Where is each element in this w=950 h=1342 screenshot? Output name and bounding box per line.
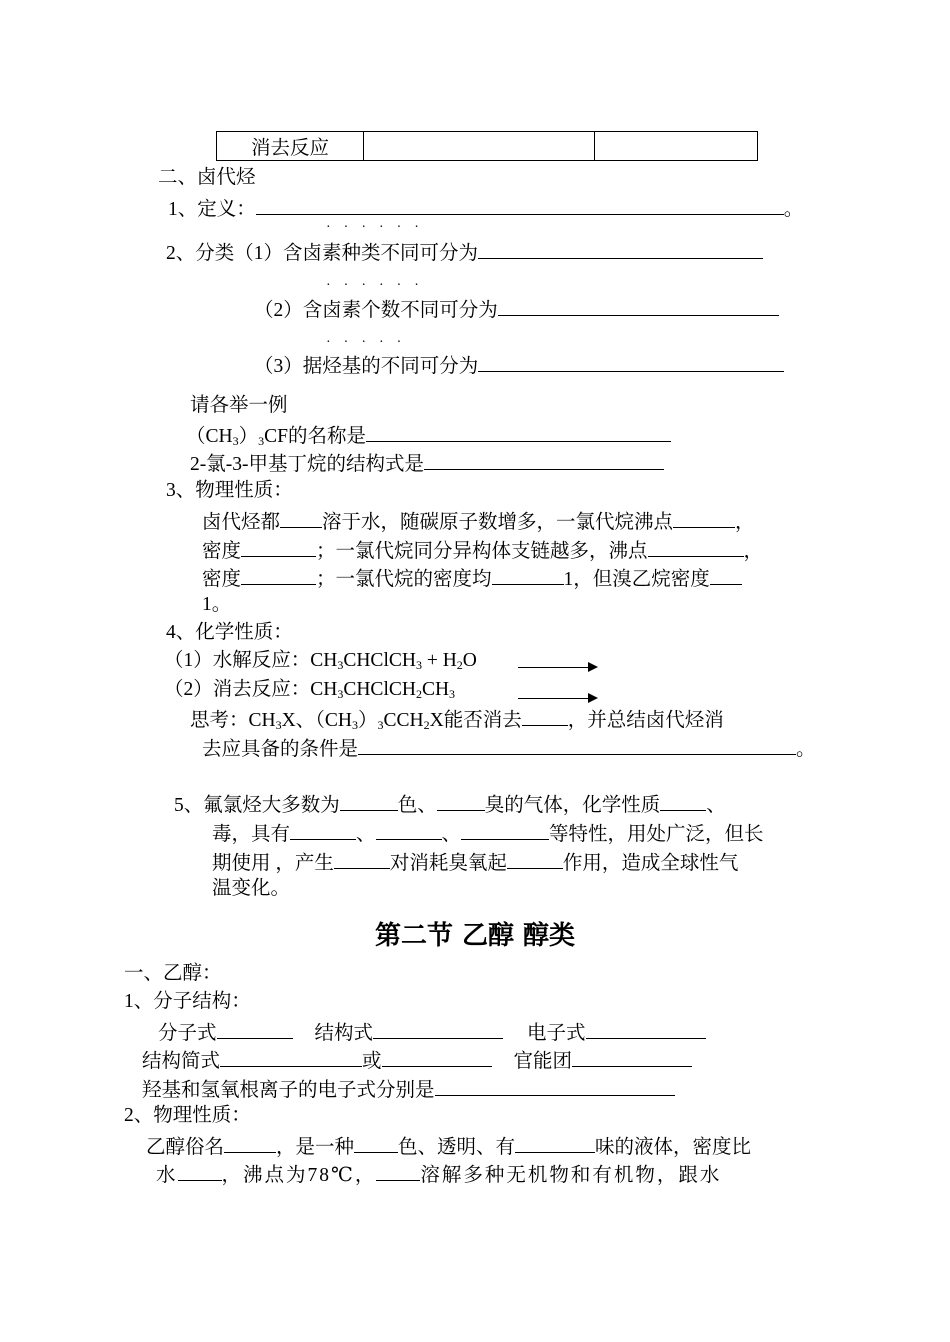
text: + H xyxy=(421,650,457,671)
text: 期使用 ，产生 xyxy=(212,853,334,874)
subscript: 2 xyxy=(423,718,430,732)
blank xyxy=(256,195,784,215)
classification-label: 2、分类（1）含卤素种类不同可分为 xyxy=(166,243,479,264)
blank xyxy=(376,1161,420,1181)
blank xyxy=(492,565,564,585)
blank xyxy=(241,565,316,585)
chemical-properties-label: 4、化学性质： xyxy=(166,622,293,643)
text: 卤代烃都 xyxy=(202,512,281,533)
text: 色、透明、有 xyxy=(398,1137,516,1158)
text: 思考：CH xyxy=(190,710,276,731)
text: （2）消去反应：CH xyxy=(164,679,338,700)
blank xyxy=(366,422,671,442)
subscript: 3 xyxy=(275,718,282,732)
physical-line-2 xyxy=(202,537,763,564)
freon-line-2 xyxy=(212,820,764,847)
text: （CH xyxy=(186,426,233,447)
table-cell-empty xyxy=(595,132,758,161)
section-heading: 二、卤代烃 xyxy=(158,167,256,188)
blank xyxy=(478,352,784,372)
reaction-arrow xyxy=(518,698,596,699)
table-row xyxy=(217,132,758,161)
structure-line-1 xyxy=(158,1019,706,1046)
structure-label: 1、分子结构： xyxy=(124,991,251,1012)
blank xyxy=(522,706,568,726)
text: CHClCH xyxy=(343,650,416,671)
text: 溶于水，随碳原子数增多，一氯代烷沸点 xyxy=(322,512,674,533)
blank xyxy=(424,450,664,470)
blank xyxy=(224,1133,276,1153)
definition-line xyxy=(168,195,803,222)
classification-line-3 xyxy=(254,352,784,379)
blank xyxy=(340,791,398,811)
text: 臭的气体，化学性质 xyxy=(484,795,661,816)
text: X能否消去 xyxy=(429,710,522,731)
freon-line-3 xyxy=(212,849,738,876)
period: 。 xyxy=(783,199,804,220)
section-heading: 一、乙醇： xyxy=(124,963,222,984)
blank xyxy=(376,820,442,840)
blank xyxy=(673,508,735,528)
text: ；一氯代烷的密度均 xyxy=(316,569,492,590)
subscript: 3 xyxy=(449,687,456,701)
subscript: 3 xyxy=(352,718,359,732)
text: 、 xyxy=(706,795,726,816)
text: ，沸点为78℃， xyxy=(221,1165,377,1186)
structure-line-2 xyxy=(142,1047,692,1074)
think-line-1 xyxy=(190,706,724,733)
blank xyxy=(660,791,706,811)
section-title: 第二节 乙醇 醇类 xyxy=(374,921,576,951)
blank xyxy=(382,1047,492,1067)
blank xyxy=(178,1161,222,1181)
physical-properties-label: 3、物理性质： xyxy=(166,480,293,501)
definition-label: 1、定义： xyxy=(168,199,256,220)
text: ，是一种 xyxy=(276,1137,355,1158)
text: 色、 xyxy=(397,795,437,816)
blank xyxy=(354,1133,398,1153)
ethanol-physical-line-1 xyxy=(146,1133,751,1160)
blank xyxy=(586,1019,706,1039)
text: CCH xyxy=(383,710,424,731)
text: 密度 xyxy=(202,541,242,562)
text: 毒，具有 xyxy=(212,824,291,845)
text: ；一氯代烷同分异构体支链越多，沸点 xyxy=(316,541,648,562)
text: ， xyxy=(735,512,755,533)
text: 结构式 xyxy=(314,1023,374,1044)
table-cell-empty xyxy=(364,132,595,161)
ethanol-physical-line-2 xyxy=(156,1161,721,1188)
text: 电子式 xyxy=(527,1023,586,1044)
blank xyxy=(710,565,742,585)
physical-line-3 xyxy=(202,565,742,592)
blank xyxy=(498,296,779,316)
text: ，并总结卤代烃消 xyxy=(567,710,724,731)
blank xyxy=(334,849,390,869)
emphasis-dots: ······ xyxy=(326,220,432,235)
hydroxyl-line xyxy=(142,1076,675,1103)
text: X、（CH xyxy=(281,710,353,731)
text: 溶解多种无机物和有机物，跟水 xyxy=(420,1165,722,1186)
reaction-table xyxy=(216,131,758,161)
text: 乙醇俗名 xyxy=(146,1137,225,1158)
emphasis-dots: ····· xyxy=(326,335,415,350)
blank xyxy=(437,791,485,811)
blank xyxy=(572,1047,692,1067)
text: 、 xyxy=(441,824,462,845)
subscript: 3 xyxy=(258,434,265,448)
physical-line-4: 1。 xyxy=(202,594,232,615)
blank xyxy=(280,508,322,528)
text: （1）水解反应：CH xyxy=(164,650,338,671)
text: 分子式 xyxy=(158,1023,217,1044)
blank xyxy=(478,239,763,259)
text: 味的液体，密度比 xyxy=(595,1137,752,1158)
subscript: 3 xyxy=(337,687,344,701)
physical-line-1 xyxy=(202,508,755,535)
text: ） xyxy=(358,710,378,731)
blank xyxy=(290,820,356,840)
freon-line-4: 温变化。 xyxy=(212,878,291,899)
text: ） xyxy=(238,426,259,447)
text: O xyxy=(462,650,477,671)
emphasis-dots: ······ xyxy=(326,278,432,293)
blank xyxy=(461,820,549,840)
example-1 xyxy=(186,422,671,449)
subscript: 3 xyxy=(232,434,239,448)
classification-line-2 xyxy=(254,296,779,323)
reaction-2 xyxy=(164,678,455,702)
blank xyxy=(220,1047,362,1067)
text: 羟基和氢氧根离子的电子式分别是 xyxy=(142,1080,435,1101)
classification-label: （3）据烃基的不同可分为 xyxy=(254,356,479,377)
table-cell-label: 消去反应 xyxy=(217,132,364,161)
text: ， xyxy=(743,541,764,562)
text: 去应具备的条件是 xyxy=(202,739,359,760)
text: CHClCH xyxy=(343,679,416,700)
text: 或 xyxy=(362,1051,382,1072)
blank xyxy=(358,735,796,755)
text: 5、氟氯烃大多数为 xyxy=(174,795,340,816)
think-line-2 xyxy=(202,735,816,762)
blank xyxy=(241,537,316,557)
text: 对消耗臭氧起 xyxy=(389,853,507,874)
subscript: 3 xyxy=(377,718,384,732)
blank xyxy=(648,537,744,557)
text: 水 xyxy=(156,1165,178,1186)
subscript: 3 xyxy=(415,658,422,672)
text: CF的名称是 xyxy=(264,426,366,447)
text: 作用，造成全球性气 xyxy=(562,853,739,874)
blank xyxy=(435,1076,675,1096)
text: 、 xyxy=(356,824,376,845)
blank xyxy=(217,1019,293,1039)
text: 1，但溴乙烷密度 xyxy=(563,569,710,590)
reaction-arrow xyxy=(518,667,596,668)
classification-label: （2）含卤素个数不同可分为 xyxy=(254,300,498,321)
example-intro: 请各举一例 xyxy=(190,395,288,416)
text: 。 xyxy=(796,739,816,760)
subscript: 2 xyxy=(415,687,422,701)
classification-line-1 xyxy=(166,239,763,266)
subscript: 2 xyxy=(456,658,463,672)
physical-properties-label: 2、物理性质： xyxy=(124,1105,251,1126)
freon-line-1 xyxy=(174,791,726,818)
reaction-1 xyxy=(164,649,477,673)
text: CH xyxy=(421,679,450,700)
example-2 xyxy=(190,450,664,477)
subscript: 3 xyxy=(337,658,344,672)
text: 密度 xyxy=(202,569,242,590)
text: 等特性，用处广泛，但长 xyxy=(549,824,764,845)
blank xyxy=(373,1019,503,1039)
blank xyxy=(515,1133,595,1153)
blank xyxy=(507,849,563,869)
text: 结构简式 xyxy=(142,1051,221,1072)
text: 2-氯-3-甲基丁烷的结构式是 xyxy=(190,454,424,475)
text: 官能团 xyxy=(513,1051,573,1072)
